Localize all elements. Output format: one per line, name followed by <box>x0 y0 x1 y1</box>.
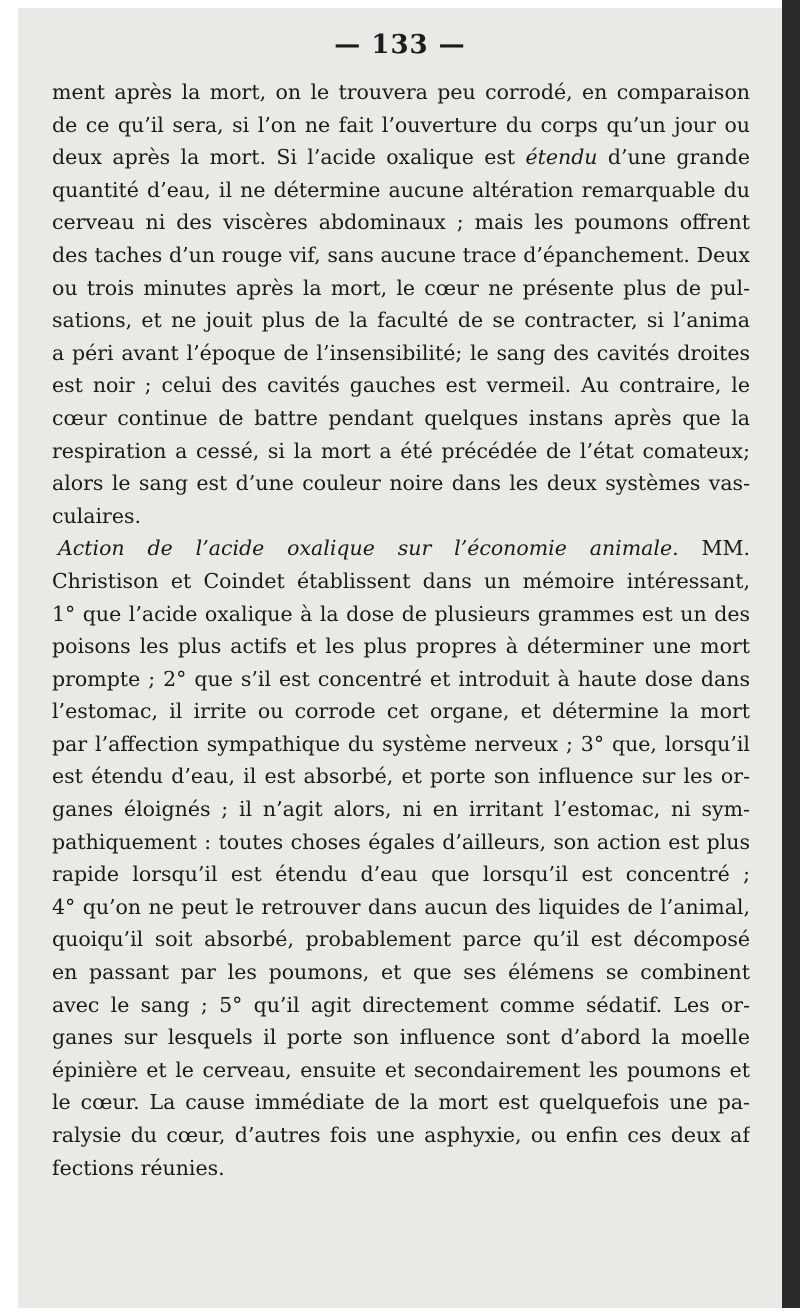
text-line <box>52 760 750 793</box>
text-segment: sations, et ne jouit plus de la faculté de se contracter, si l’anima <box>52 308 750 333</box>
text-line <box>52 663 750 696</box>
text-line <box>52 826 750 859</box>
text-line <box>52 337 750 370</box>
text-segment: poisons les plus actifs et les plus propres à déterminer une mort <box>52 634 750 659</box>
text-segment: Christison et Coindet établissent dans un mémoire intéressant, <box>52 568 750 593</box>
text-segment: deux après la mort. Si l’acide oxalique est <box>52 145 526 170</box>
text-segment: ralysie du cœur, d’autres fois une asphyxie, ou enfin ces deux af <box>52 1123 750 1147</box>
text-line <box>52 598 750 631</box>
text-segment: le cœur. La cause immédiate de la mort est quelquefois une pa- <box>52 1090 750 1115</box>
body-text <box>52 76 750 1184</box>
text-segment: ment après la mort, on le trouvera peu corrodé, en comparaison <box>52 80 750 104</box>
text-segment: culaires. <box>52 503 141 528</box>
text-segment: en passant par les poumons, et que ses élémens se combinent <box>52 960 750 985</box>
text-segment: 1° que l’acide oxalique à la dose de plusieurs grammes est un des <box>52 601 750 626</box>
text-segment: prompte ; 2° que s’il est concentré et introduit à haute dose dans <box>52 666 750 691</box>
text-segment: l’estomac, il irrite ou corrode cet organe, et détermine la mort <box>52 699 750 724</box>
text-line <box>52 1086 750 1119</box>
text-segment: cerveau ni des viscères abdominaux ; mais les poumons offrent <box>52 210 750 235</box>
text-line <box>52 141 750 174</box>
text-segment: alors le sang est d’une couleur noire dans les deux systèmes vas- <box>52 471 750 496</box>
text-segment: par l’affection sympathique du système nerveux ; 3° que, lorsqu’il <box>52 731 750 756</box>
text-segment: épinière et le cerveau, ensuite et secondairement les poumons et <box>52 1057 750 1082</box>
text-line <box>52 858 750 891</box>
text-line <box>52 174 750 207</box>
text-line <box>52 467 750 500</box>
text-segment: pathiquement : toutes choses égales d’ailleurs, son action est plus <box>52 829 750 854</box>
text-segment: est étendu d’eau, il est absorbé, et porte son influence sur les or- <box>52 764 750 789</box>
text-line <box>52 891 750 924</box>
text-segment: quoiqu’il soit absorbé, probablement parce qu’il est décomposé <box>52 927 750 952</box>
text-line <box>52 630 750 663</box>
text-segment: est noir ; celui des cavités gauches est vermeil. Au contraire, le <box>52 373 750 398</box>
text-segment: cœur continue de battre pendant quelques instans après que la <box>52 405 750 430</box>
text-line <box>52 402 750 435</box>
text-line <box>52 532 750 565</box>
page-number: — 133 — <box>334 30 466 60</box>
text-line <box>52 1119 750 1152</box>
text-segment: d’une grande <box>597 145 750 170</box>
text-line <box>52 695 750 728</box>
text-line <box>52 1021 750 1054</box>
text-segment: rapide lorsqu’il est étendu d’eau que lorsqu’il est concentré ; <box>52 862 750 887</box>
text-line <box>52 435 750 468</box>
text-segment: ganes sur lesquels il porte son influence sont d’abord la moelle <box>52 1025 750 1050</box>
text-line <box>52 565 750 598</box>
text-line <box>52 239 750 272</box>
text-segment: quantité d’eau, il ne détermine aucune altération remarquable du <box>52 177 750 202</box>
italic-text: étendu <box>525 145 598 170</box>
text-line <box>52 923 750 956</box>
text-line <box>52 272 750 305</box>
text-segment: . MM. <box>672 536 750 561</box>
text-segment: respiration a cessé, si la mort a été précédée de l’état comateux; <box>52 438 750 463</box>
text-segment: 4° qu’on ne peut le retrouver dans aucun des liquides de l’animal, <box>52 894 750 919</box>
text-line <box>52 109 750 142</box>
text-segment: ou trois minutes après la mort, le cœur ne présente plus de pul- <box>52 275 750 300</box>
text-line <box>52 500 750 533</box>
text-line <box>52 989 750 1022</box>
text-line <box>52 206 750 239</box>
text-segment: des taches d’un rouge vif, sans aucune trace d’épanchement. Deux <box>52 242 750 267</box>
text-line <box>52 369 750 402</box>
text-line <box>52 76 750 109</box>
text-segment: avec le sang ; 5° qu’il agit directement comme sédatif. Les or- <box>52 992 750 1017</box>
text-segment: de ce qu’il sera, si l’on ne fait l’ouverture du corps qu’un jour ou <box>52 112 750 137</box>
text-line <box>52 1054 750 1087</box>
text-segment: fections réunies. <box>52 1155 225 1180</box>
text-line <box>52 793 750 826</box>
text-segment: ganes éloignés ; il n’agit alors, ni en irritant l’estomac, ni sym- <box>52 797 750 822</box>
text-line <box>52 956 750 989</box>
text-line <box>52 304 750 337</box>
text-segment: a péri avant l’époque de l’insensibilité; le sang des cavités droites <box>52 340 750 365</box>
text-line <box>52 728 750 761</box>
italic-text: Action de l’acide oxalique sur l’économie animale <box>58 536 673 561</box>
scan-edge-shadow <box>782 0 800 1308</box>
text-line <box>52 1152 750 1185</box>
